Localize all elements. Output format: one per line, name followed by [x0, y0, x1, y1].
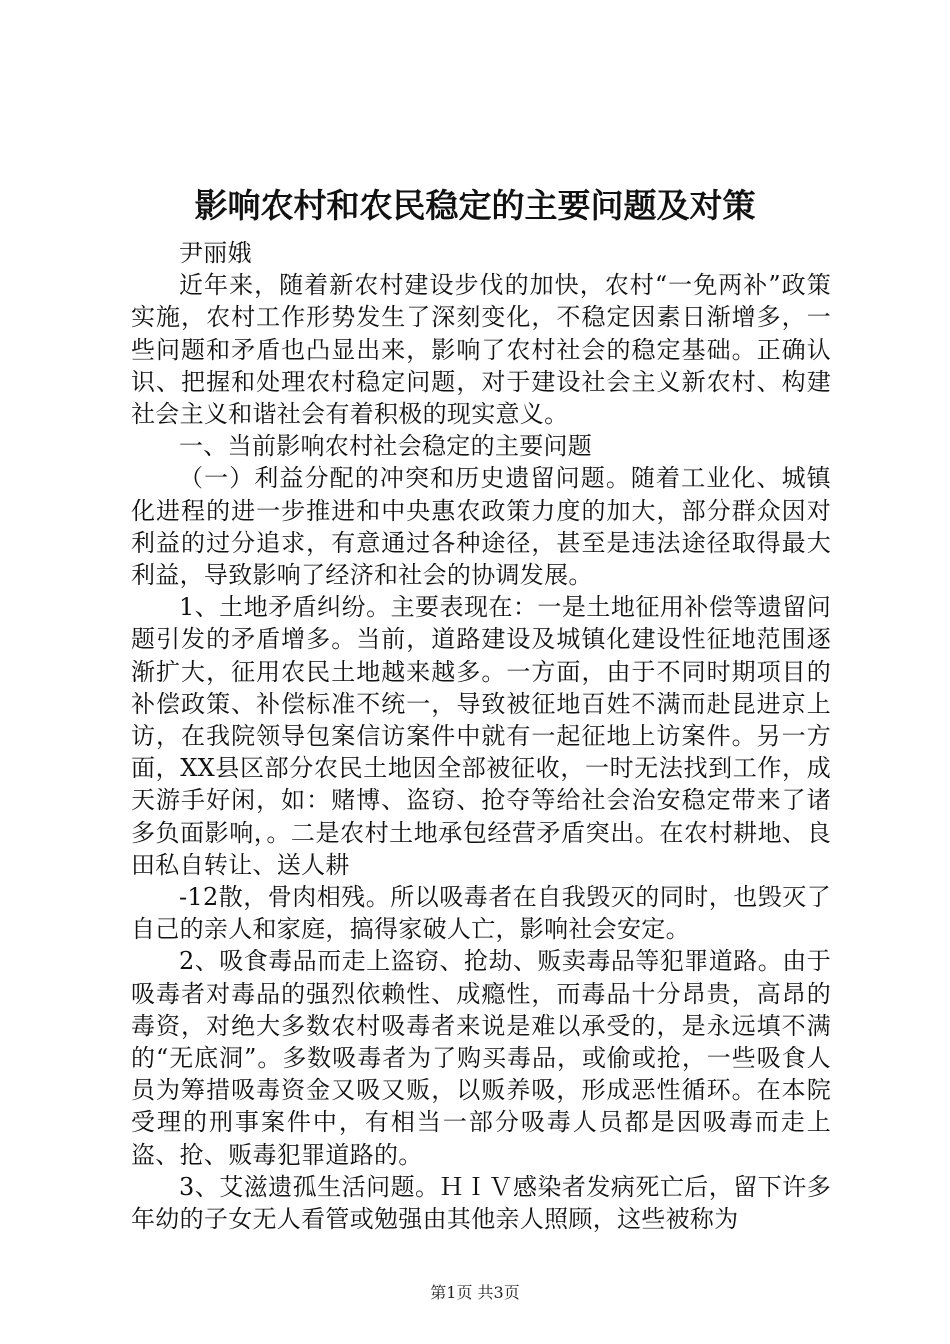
author-name: 尹丽娥 — [179, 239, 252, 267]
paragraph-land-disputes: 1、土地矛盾纠纷。主要表现在：一是土地征用补偿等遗留问题引发的矛盾增多。当前，道路建设及城镇化建设性征地范围逐渐扩大，征用农民土地越来越多。一方面，由于不同时期项目的补偿政策、补偿标准不统一，导致被征地百姓不满而赴昆进京上访，在我院领导包案信访案件中就有一起征地上访案件。另一方面，XX县区部分农民土地因全部被征收，一时无法找到工作，成天游手好闲，如：赌博、盗窃、抢夺等给社会治安稳定带来了诸多负面影响，。二是农村土地承包经营矛盾突出。在农村耕地、良田私自转让、送人耕 — [131, 593, 831, 879]
document-body — [131, 237, 831, 1235]
document-title: 影响农村和农民稳定的主要问题及对策 — [194, 186, 756, 225]
page-footer: 第1页 共3页 — [430, 1283, 520, 1302]
paragraph-drug-crime: 2、吸食毒品而走上盗窃、抢劫、贩卖毒品等犯罪道路。由于吸毒者对毒品的强烈依赖性、成瘾性，而毒品十分昂贵，高昂的毒资，对绝大多数农村吸毒者来说是难以承受的，是永远填不满的“无底洞”。多数吸毒者为了购买毒品，或偷或抢，一些吸食人员为筹措吸毒资金又吸又贩，以贩养吸，形成恶性循环。在本院受理的刑事案件中，有相当一部分吸毒人员都是因吸毒而走上盗、抢、贩毒犯罪道路的。 — [131, 947, 831, 1169]
section-heading: 一、当前影响农村社会稳定的主要问题 — [179, 432, 593, 461]
paragraph-subsection-1: （一）利益分配的冲突和历史遗留问题。随着工业化、城镇化进程的进一步推进和中央惠农政策力度的加大，部分群众因对利益的过分追求，有意通过各种途径，甚至是违法途径取得最大利益，导致影响了经济和社会的协调发展。 — [131, 464, 831, 590]
paragraph-aids-orphans: 3、艾滋遗孤生活问题。ＨＩＶ感染者发病死亡后，留下许多年幼的子女无人看管或勉强由其他亲人照顾，这些被称为 — [131, 1172, 831, 1234]
paragraph-drug-families: -12散，骨肉相残。所以吸毒者在自我毁灭的同时，也毁灭了自己的亲人和家庭，搞得家破人亡，影响社会安定。 — [131, 883, 831, 944]
paragraph-intro: 近年来，随着新农村建设步伐的加快，农村“一免两补”政策实施，农村工作形势发生了深刻变化，不稳定因素日渐增多，一些问题和矛盾也凸显出来，影响了农村社会的稳定基础。正确认识、把握和处理农村稳定问题，对于建设社会主义新农村、构建社会主义和谐社会有着积极的现实意义。 — [131, 271, 831, 429]
